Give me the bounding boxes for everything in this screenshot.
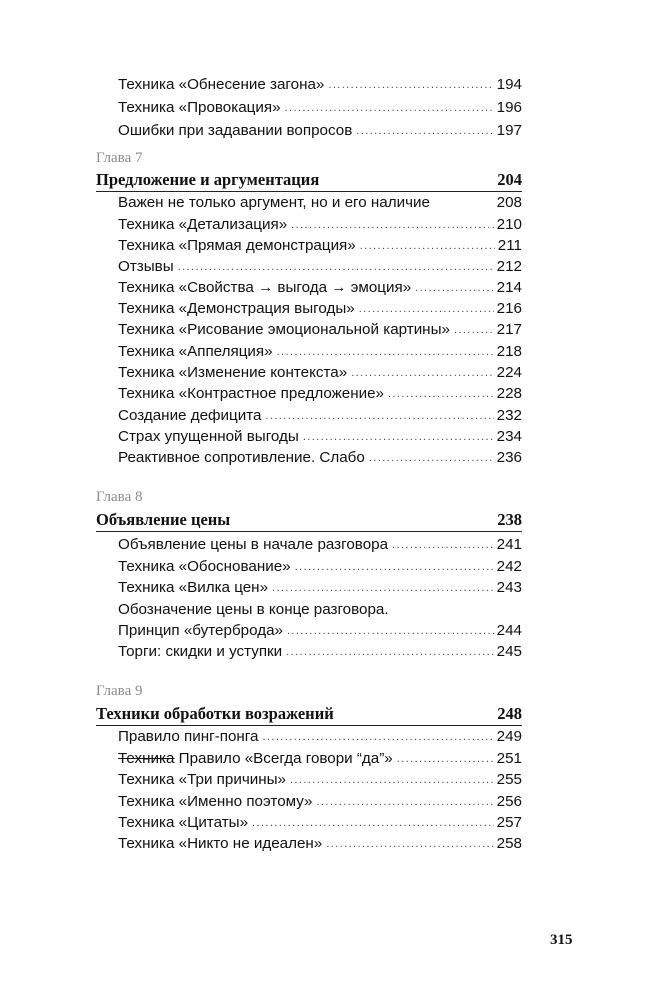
chapter-title-text: Техники обработки возражений [96,704,334,723]
dot-leader [397,753,494,765]
chapter-title-text: Объявление цены [96,510,231,529]
entry-title: Торги: скидки и уступки [118,643,283,660]
entry-title: Техника «Обнесение загона» [118,76,325,93]
entry-title: Важен не только аргумент, но и его наличие [118,194,430,211]
entry-title: Техника «Прямая демонстрация» [118,237,356,254]
dot-leader [356,125,493,137]
dot-leader [369,452,494,464]
chapter-title [96,170,522,190]
dot-leader [265,410,493,422]
entry-title: Техника «Аппеляция» [118,343,273,360]
entry-page: 256 [496,793,522,810]
entry-page: 236 [496,449,522,466]
chapter-title-text: Предложение и аргументация [96,170,320,189]
toc-entry [118,530,522,554]
entry-page: 217 [496,321,522,338]
dot-leader [290,774,494,786]
toc-entry [118,315,522,339]
chapter-title [96,704,522,724]
toc-entry [118,93,522,117]
dot-leader [316,796,493,808]
dot-leader [291,219,493,231]
toc-entry [118,116,522,140]
dot-leader [277,346,494,358]
toc-entry [118,188,522,212]
entry-title: Техника «Свойства → выгода → эмоция» [118,279,412,296]
entry-title: Техника «Три причины» [118,771,286,788]
entry-page: 244 [496,622,522,639]
chapter-page: 248 [497,704,522,723]
entry-title: Создание дефицита [118,407,262,424]
entry-page: 196 [496,99,522,116]
toc-entry [118,379,522,403]
entry-title: Техника «Детализация» [118,216,288,233]
chapter-label: Глава 8 [96,489,143,505]
entry-page: 224 [496,364,522,381]
entry-page: 228 [496,385,522,402]
entry-title: Принцип «бутерброда» [118,622,283,639]
entry-page: 242 [496,558,522,575]
entry-title: Техника «Изменение контекста» [118,364,348,381]
toc-entry [118,443,522,467]
dot-leader [328,79,493,91]
entry-title: Ошибки при задавании вопросов [118,122,353,139]
dot-leader [252,817,494,829]
entry-page: 232 [496,407,522,424]
entry-page: 194 [496,76,522,93]
entry-title: Правило пинг-понга [118,728,259,745]
toc-entry [118,829,522,853]
dot-leader [178,261,494,273]
entry-title: Техника «Демонстрация выгоды» [118,300,355,317]
entry-title: Техника «Цитаты» [118,814,249,831]
entry-page: 197 [496,122,522,139]
dot-leader [287,625,494,637]
entry-title: Объявление цены в начале разговора [118,536,389,553]
dot-leader [392,539,494,551]
entry-page: 210 [496,216,522,233]
entry-page: 216 [496,300,522,317]
chapter-label: Глава 7 [96,150,143,166]
dot-leader [454,324,494,336]
entry-page: 208 [496,194,522,211]
dot-leader [360,240,495,252]
entry-page: 258 [496,835,522,852]
entry-page: 249 [496,728,522,745]
entry-title: Техника «Контрастное предложение» [118,385,384,402]
entry-title: Техника «Рисование эмоциональной картины» [118,321,450,338]
entry-page: 234 [496,428,522,445]
dot-leader [415,282,494,294]
chapter-title [96,510,522,530]
entry-title: Техника «Никто не идеален» [118,835,323,852]
dot-leader [359,303,494,315]
toc-entry [118,765,522,789]
entry-title: Отзывы [118,258,174,275]
dot-leader [262,731,493,743]
entry-title-text: Правило «Всегда говори “да”» [178,750,393,767]
entry-title: Техника «Обоснование» [118,558,291,575]
dot-leader [285,102,494,114]
entry-title: Техника «Провокация» [118,99,281,116]
entry-page: 245 [496,643,522,660]
dot-leader [286,646,493,658]
entry-page: 214 [496,279,522,296]
toc-entry [118,722,522,746]
toc-entry [118,573,522,597]
chapter-page: 238 [497,510,522,529]
entry-title: Техника «Именно поэтому» [118,793,313,810]
entry-title: Обозначение цены в конце разговора. [118,601,389,618]
entry-title: Страх упущенной выгоды [118,428,299,445]
dot-leader [303,431,494,443]
dot-leader [272,582,494,594]
page-number: 315 [550,932,573,948]
chapter-label: Глава 9 [96,683,143,699]
entry-page: 218 [496,343,522,360]
dot-leader [388,388,494,400]
entry-page: 243 [496,579,522,596]
toc-entry [118,70,522,94]
toc-entry [118,637,522,661]
entry-page: 212 [496,258,522,275]
entry-title: Техника «Вилка цен» [118,579,269,596]
dot-leader [295,561,494,573]
entry-page: 255 [496,771,522,788]
entry-page: 211 [497,237,522,254]
entry-page: 251 [496,750,522,767]
entry-page: 257 [496,814,522,831]
struck-word: Техника [118,750,175,767]
dot-leader [351,367,493,379]
chapter-page: 204 [497,170,522,189]
dot-leader [326,838,493,850]
entry-page: 241 [496,536,522,553]
entry-title: Реактивное сопротивление. Слабо [118,449,365,466]
